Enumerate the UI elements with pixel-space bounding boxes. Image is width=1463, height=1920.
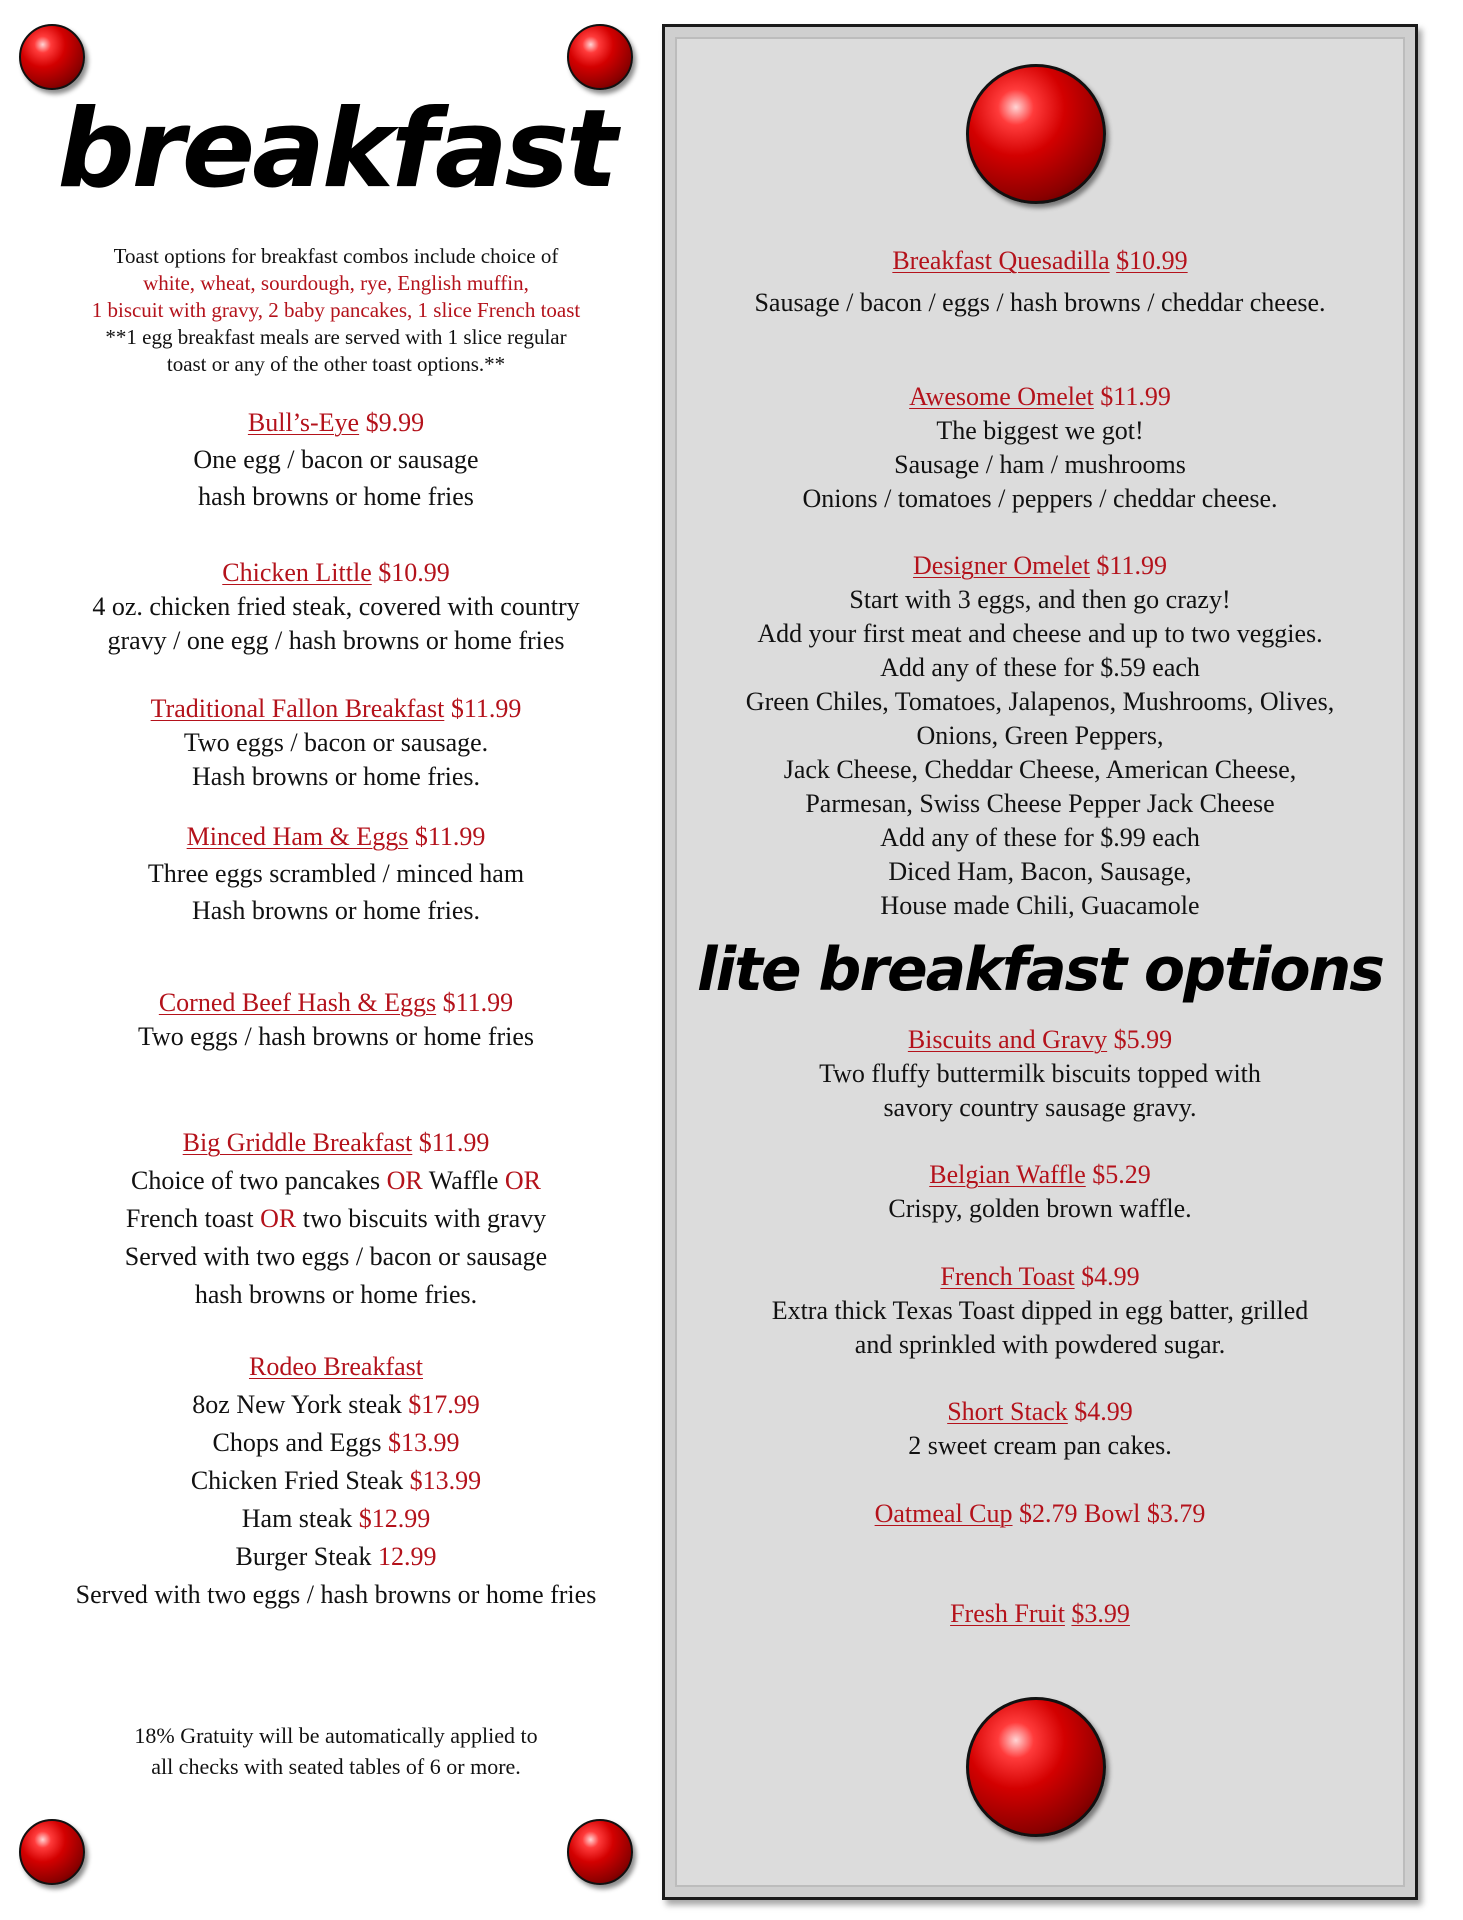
menu-item-title: Big Griddle Breakfast [182, 1128, 413, 1157]
menu-item-title: Traditional Fallon Breakfast [150, 694, 445, 723]
rodeo-row-price: $13.99 [409, 1466, 482, 1495]
menu-item [662, 380, 1418, 516]
or-text: OR [504, 1166, 541, 1195]
menu-item-heading [0, 986, 672, 1020]
menu-item-heading [662, 380, 1418, 414]
rodeo-row-name: Chicken Fried Steak [190, 1466, 404, 1495]
menu-item-desc: Add any of these for $.99 each [880, 823, 1200, 852]
menu-item-price: $2.79 Bowl $3.79 [1019, 1499, 1206, 1528]
menu-item-desc: Extra thick Texas Toast dipped in egg batter, grilled [771, 1296, 1309, 1325]
menu-item-heading [662, 1395, 1418, 1429]
toast-note-line: **1 egg breakfast meals are served with 1 slice regular [105, 325, 567, 349]
menu-item-title: Awesome Omelet [909, 382, 1094, 411]
menu-item-heading [662, 1260, 1418, 1294]
menu-item-price: $10.99 [1116, 246, 1188, 275]
toast-note-line: 1 biscuit with gravy, 2 baby pancakes, 1 slice French toast [91, 298, 581, 322]
or-text: OR [386, 1166, 423, 1195]
menu-item-price: $11.99 [442, 988, 514, 1017]
desc-text: French toast [125, 1204, 254, 1233]
rodeo-row [0, 1424, 672, 1462]
or-text: OR [260, 1204, 297, 1233]
menu-item-title: Oatmeal Cup [874, 1499, 1013, 1528]
menu-item-price: $11.99 [1100, 382, 1171, 411]
menu-item [0, 818, 672, 929]
red-ball-icon [966, 1697, 1106, 1837]
menu-item-desc: and sprinkled with powdered sugar. [854, 1330, 1226, 1359]
menu-item-desc: Add any of these for $.59 each [880, 653, 1200, 682]
menu-item-desc: Two eggs / hash browns or home fries [137, 1022, 535, 1051]
menu-item-desc: 4 oz. chicken fried steak, covered with country [92, 592, 580, 621]
menu-item-desc: Two eggs / bacon or sausage. [183, 728, 489, 757]
menu-item-desc: Crispy, golden brown waffle. [888, 1194, 1192, 1223]
menu-item-price: $11.99 [414, 822, 486, 851]
rodeo-row-name: Chops and Eggs [212, 1428, 382, 1457]
desc-text: Choice of two pancakes [131, 1166, 381, 1195]
menu-item-title: Short Stack [947, 1397, 1068, 1426]
gratuity-line: all checks with seated tables of 6 or more. [151, 1754, 521, 1779]
menu-item-desc [0, 1200, 672, 1238]
menu-item-heading [0, 692, 672, 726]
menu-item [0, 1124, 672, 1314]
menu-item [662, 1497, 1418, 1531]
menu-item [662, 1597, 1418, 1631]
menu-item-desc: hash browns or home fries. [194, 1280, 478, 1309]
menu-item-desc: Diced Ham, Bacon, Sausage, [888, 857, 1192, 886]
rodeo-row-price: $17.99 [408, 1390, 480, 1419]
menu-item [0, 692, 672, 794]
menu-item-desc: Onions, Green Peppers, [916, 721, 1164, 750]
menu-item-price: $5.29 [1092, 1160, 1151, 1189]
menu-item-price: $10.99 [378, 558, 450, 587]
page-title: breakfast [57, 87, 615, 212]
menu-item [0, 1348, 672, 1614]
menu-item-desc: Two fluffy buttermilk biscuits topped with [819, 1059, 1261, 1088]
menu-item-desc: Served with two eggs / hash browns or home fries [75, 1580, 597, 1609]
red-ball-icon [966, 64, 1106, 204]
menu-item-desc: House made Chili, Guacamole [880, 891, 1200, 920]
menu-item-title: French Toast [940, 1262, 1075, 1291]
menu-item-desc: Jack Cheese, Cheddar Cheese, American Cheese, [783, 755, 1297, 784]
menu-item-heading [662, 1158, 1418, 1192]
menu-item-desc [0, 1162, 672, 1200]
menu-item [0, 404, 672, 515]
menu-item-price: $4.99 [1074, 1397, 1133, 1426]
section-title: lite breakfast options [697, 935, 1383, 1005]
menu-item-heading [0, 818, 672, 855]
gratuity-line: 18% Gratuity will be automatically applied to [134, 1723, 538, 1748]
toast-note-line: white, wheat, sourdough, rye, English muffin, [143, 271, 529, 295]
menu-item-title: Biscuits and Gravy [907, 1025, 1108, 1054]
menu-item-title: Minced Ham & Eggs [186, 822, 409, 851]
rodeo-row-price: 12.99 [378, 1542, 437, 1571]
rodeo-row [0, 1462, 672, 1500]
menu-item [662, 549, 1418, 923]
menu-item-heading [662, 549, 1418, 583]
rodeo-row [0, 1500, 672, 1538]
gratuity-note [0, 1720, 672, 1782]
menu-item-desc: savory country sausage gravy. [883, 1093, 1197, 1122]
menu-item-heading [0, 556, 672, 590]
menu-item-desc: Served with two eggs / bacon or sausage [124, 1242, 548, 1271]
menu-item-desc: gravy / one egg / hash browns or home fries [107, 626, 565, 655]
menu-item-desc: Three eggs scrambled / minced ham [147, 859, 525, 888]
menu-item-heading [662, 1497, 1418, 1531]
menu-item-title: Rodeo Breakfast [248, 1352, 423, 1381]
toast-note-line: Toast options for breakfast combos include choice of [113, 244, 559, 268]
menu-item-title: Fresh Fruit [950, 1599, 1065, 1628]
menu-item-heading [662, 1597, 1418, 1631]
rodeo-row [0, 1386, 672, 1424]
menu-item [662, 240, 1418, 324]
menu-item-desc: Start with 3 eggs, and then go crazy! [849, 585, 1231, 614]
menu-item-desc: Green Chiles, Tomatoes, Jalapenos, Mushrooms, Olives, [745, 687, 1335, 716]
menu-item [0, 986, 672, 1054]
menu-item-desc: Parmesan, Swiss Cheese Pepper Jack Cheese [805, 789, 1275, 818]
left-column [0, 0, 672, 1920]
menu-item-price: $3.99 [1071, 1599, 1130, 1628]
menu-item-title: Corned Beef Hash & Eggs [158, 988, 437, 1017]
menu-item [662, 1158, 1418, 1226]
menu-item-desc: Add your first meat and cheese and up to two veggies. [757, 619, 1323, 648]
menu-item-desc: Sausage / bacon / eggs / hash browns / cheddar cheese. [754, 288, 1326, 317]
menu-item-heading [662, 240, 1418, 282]
menu-item [662, 1395, 1418, 1463]
menu-item-price: $11.99 [450, 694, 522, 723]
menu-item [662, 1023, 1418, 1125]
toast-note [0, 243, 672, 378]
menu-item-heading [0, 404, 672, 441]
menu-item-price: $5.99 [1113, 1025, 1173, 1054]
menu-item-heading [0, 1124, 672, 1162]
rodeo-row-price: $13.99 [388, 1428, 460, 1457]
desc-text: Waffle [428, 1166, 499, 1195]
rodeo-row-price: $12.99 [358, 1504, 431, 1533]
menu-item-price: $4.99 [1081, 1262, 1140, 1291]
menu-item-price: $11.99 [418, 1128, 490, 1157]
menu-item-price: $9.99 [365, 408, 425, 437]
desc-text: two biscuits with gravy [302, 1204, 547, 1233]
toast-note-line: toast or any of the other toast options.** [166, 352, 506, 376]
menu-item-title: Breakfast Quesadilla [892, 246, 1110, 275]
menu-item [662, 1260, 1418, 1362]
menu-item-price: $11.99 [1096, 551, 1167, 580]
rodeo-row-name: Burger Steak [235, 1542, 372, 1571]
menu-item-desc: Sausage / ham / mushrooms [894, 450, 1186, 479]
menu-item [0, 556, 672, 658]
menu-item-heading [0, 1348, 672, 1386]
menu-item-desc: hash browns or home fries [198, 482, 474, 511]
menu-item-desc: Hash browns or home fries. [191, 896, 481, 925]
rodeo-row [0, 1538, 672, 1576]
menu-item-title: Chicken Little [222, 558, 372, 587]
menu-item-desc: The biggest we got! [936, 416, 1144, 445]
menu-item-title: Bull’s-Eye [247, 408, 360, 437]
menu-item-title: Belgian Waffle [929, 1160, 1086, 1189]
menu-item-desc: 2 sweet cream pan cakes. [908, 1431, 1172, 1460]
rodeo-row-name: Ham steak [241, 1504, 353, 1533]
menu-item-desc: Hash browns or home fries. [191, 762, 481, 791]
rodeo-row-name: 8oz New York steak [192, 1390, 402, 1419]
menu-item-desc: One egg / bacon or sausage [193, 445, 479, 474]
menu-item-desc: Onions / tomatoes / peppers / cheddar cheese. [802, 484, 1278, 513]
menu-item-heading [662, 1023, 1418, 1057]
menu-item-title: Designer Omelet [913, 551, 1090, 580]
